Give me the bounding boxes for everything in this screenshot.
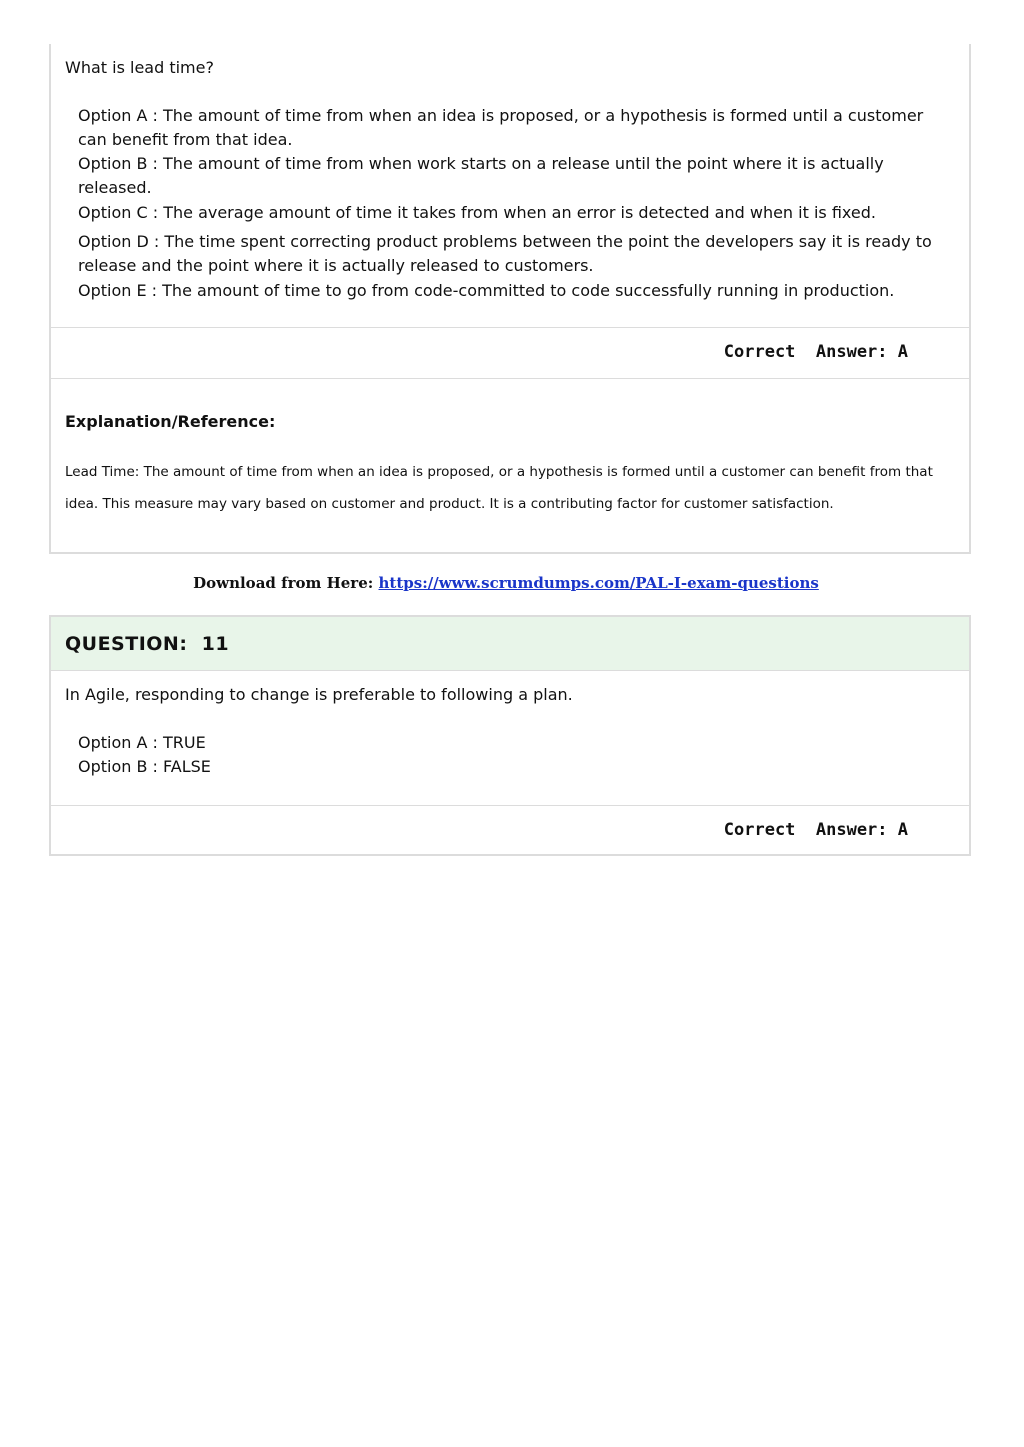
options-list xyxy=(78,104,945,303)
option-d: Option D : The time spent correcting product problems between the point the developers say it is ready to release and the point where it is actually released to customers. xyxy=(78,232,932,275)
divider xyxy=(51,327,969,328)
option-a: Option A : TRUE xyxy=(78,733,206,752)
download-line xyxy=(0,572,1012,594)
question-text: What is lead time? xyxy=(65,58,214,77)
options-list xyxy=(78,731,945,779)
download-link[interactable]: https://www.scrumdumps.com/PAL-I-exam-questions xyxy=(378,574,819,592)
option-e: Option E : The amount of time to go from code-committed to code successfully running in production. xyxy=(78,281,895,300)
option-b: Option B : The amount of time from when work starts on a release until the point where it is actually released. xyxy=(78,154,884,197)
correct-answer: Correct Answer: A xyxy=(723,342,908,362)
divider xyxy=(51,805,969,806)
explanation-heading: Explanation/Reference: xyxy=(65,412,276,431)
divider xyxy=(51,378,969,379)
question-title: QUESTION: 11 xyxy=(65,633,230,655)
explanation-text: Lead Time: The amount of time from when an idea is proposed, or a hypothesis is formed until a customer can benefit from that idea. This measure may vary based on customer and product. It is a contributing factor for customer satisfaction. xyxy=(65,464,933,512)
question-text: In Agile, responding to change is preferable to following a plan. xyxy=(65,685,573,704)
question-header xyxy=(51,617,969,671)
question-card-10 xyxy=(49,44,971,554)
option-c: Option C : The average amount of time it takes from when an error is detected and when it is fixed. xyxy=(78,203,876,222)
download-label: Download from Here: xyxy=(193,574,379,592)
option-a: Option A : The amount of time from when an idea is proposed, or a hypothesis is formed until a customer can benefit from that idea. xyxy=(78,106,924,149)
correct-answer: Correct Answer: A xyxy=(723,820,908,840)
question-card-11 xyxy=(49,615,971,856)
option-b: Option B : FALSE xyxy=(78,757,211,776)
